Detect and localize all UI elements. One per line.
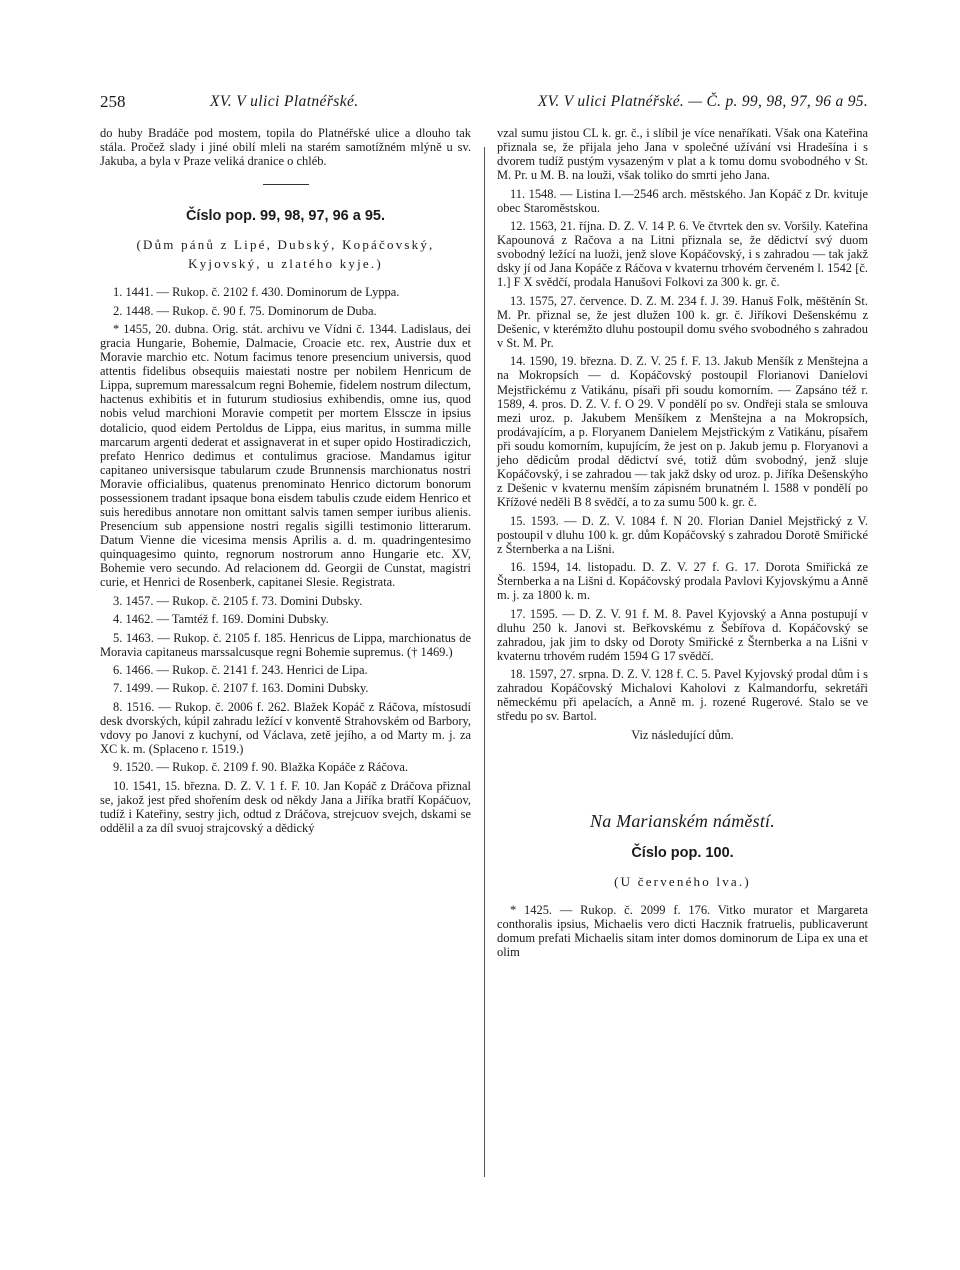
entry-paragraph: 7. 1499. — Rukop. č. 2107 f. 163. Domini Dubsky.: [113, 681, 369, 696]
entry-paragraph: 18. 1597, 27. srpna. D. Z. V. 128 f. C. 5. Pavel Kyjovský prodal dům i s zahradou Kopáčovský Michalovi Kaholovi z Kalmandorfu, sekretáři německému při apelacích, a Anně m. j. rozené Rugerové. Stalo se ve středu po sv. Bartol.: [497, 667, 868, 724]
section-title: Číslo pop. 99, 98, 97, 96 a 95.: [185, 208, 386, 225]
entry-paragraph: 2. 1448. — Rukop. č. 90 f. 75. Dominorum de Duba.: [113, 303, 377, 318]
entry-paragraph: 17. 1595. — D. Z. V. 91 f. M. 8. Pavel Kyjovský a Anna postupují v dluhu 250 k. Janovi st. Beřkovskému z Šebířova d. Kopáčovský se zahradou, jak jim to dsky od Doroty Smiřické z Šternberka a na Lišni v kvaternu trhovém rudém 1594 G 17 svědčí.: [497, 606, 868, 663]
section-subtitle-line: Kyjovský, u zlatého kyje.): [188, 256, 383, 272]
entry-paragraph: 13. 1575, 27. července. D. Z. M. 234 f. J. 39. Hanuš Folk, měštěnín St. M. Pr. přiznal se, že jest dlužen 100 k. gr. č. Jiříkovi Dešenskému z Dešenic, v kterémžto dluhu postoupil domu svého svobodného s zahradou v St. M. Pr.: [497, 293, 868, 350]
header-left-title: XV. V ulici Platnéřské.: [210, 93, 359, 110]
paragraph: vzal sumu jistou CL k. gr. č., i slíbil je více nenaříkati. Však ona Kateřina přiznala se, že přijala jeho Jana v společné užívání vsi Hradešína i s dvorem tudíž pustým vysazeným v plat a k tomu domu svobodného v St. M. Pr. u M. B. na louži, však toliko do smrti jeho Jana.: [497, 126, 868, 183]
page-number: 258: [100, 92, 126, 111]
divider: [263, 184, 309, 185]
entry-paragraph: * 1425. — Rukop. č. 2099 f. 176. Vitko murator et Margareta conthoralis ipsius, Michaelis vero dicti Hacznik fratruelis, publicaverunt domum prefati Michaelis sitam inter domos dominorum de Lipa ex una et olim: [497, 902, 868, 960]
section-subtitle-line: (Dům pánů z Lipé, Dubský, Kopáčovský,: [136, 237, 435, 253]
entry-paragraph: 16. 1594, 14. listopadu. D. Z. V. 27 f. G. 17. Dorota Smiřická ze Šternberka a na Lišni d. Kopáčovský prodala Pavlovi Kyjovskýmu a Anně m. j. za 1800 k. m.: [497, 560, 868, 603]
entry-paragraph: 6. 1466. — Rukop. č. 2141 f. 243. Henrici de Lipa.: [113, 662, 368, 677]
section-title: Číslo pop. 100.: [631, 844, 734, 861]
entry-paragraph: 15. 1593. — D. Z. V. 1084 f. N 20. Florian Daniel Mejstřický z V. postoupil v dluhu 100 k. gr. dům Kopáčovský s zahradou Dorotě Smiřické z Šternberka a na Lišni.: [497, 513, 868, 556]
entry-paragraph: 3. 1457. — Rukop. č. 2105 f. 73. Domini Dubsky.: [113, 593, 363, 608]
header-right-title: XV. V ulici Platnéřské. — Č. p. 99, 98, 97, 96 a 95.: [537, 93, 868, 110]
entry-paragraph: 9. 1520. — Rukop. č. 2109 f. 90. Blažka Kopáče z Ráčova.: [113, 760, 408, 775]
running-header: [100, 92, 868, 116]
column-rule: [484, 147, 485, 1177]
entry-paragraph: 14. 1590, 19. března. D. Z. V. 25 f. F. 13. Jakub Menšík z Menštejna a na Mokropsích — d. Kopáčovský postoupil Florianovi Danielovi Mejstřickému z Vatikánu, písaři při soudu komorním. — Zapsáno též r. 1589, 4. pros. D. Z. V. f. O 29. V pondělí po sv. Ondřeji stala se smlouva mezi uroz. p. Jakubem Menšíkem z Menštejna a na Mokropsích, prodávajícím, a p. Floryanem Danielem Mejstřickým z Vatikánu, písařem při soudu komorním, kupujícím, že jest on p. Jakub jemu p. Floryanovi a jeho dědicům prodal dědictví své, totiž dům svobodný, jenž sluje Kopáčovský, i se zahradou — tak jakž dsky od uroz. p. Jiříka Dešenskýho z Dešenic v kvaternu menším zápisném brunatném l. 1588 v pondělí po Křížové neděli B 8 svědčí, a to za sumu 500 k. gr. č.: [497, 354, 868, 510]
left-column: [100, 126, 471, 839]
entry-paragraph: 8. 1516. — Rukop. č. 2006 f. 262. Blažek Kopáč z Ráčova, místosudí desk dvorských, kúpil zahradu ležící v konventě Strahovském od Barbory, vdovy po Janovi z kuchyní, od Václava, zetě jejího, a od Marty m. j. za XC k. m. (Splaceno r. 1519.): [100, 699, 471, 756]
entry-paragraph: * 1455, 20. dubna. Orig. stát. archivu ve Vídni č. 1344. Ladislaus, dei gracia Hungarie, Bohemie, Dalmacie, Croacie etc. rex, Austrie dux et Moravie marchio etc. Notum facimus tenore presencium universis, quod attentis fidelibus obsequiis maiestati nostre per nobilem Henricum de Lippa, supremum maressalcum regni Bohemie, fidelem nostrum dilectum, hactenus exhibitis et in futurum studiosius exhibendis, omne ius, quod nobis velud marchioni Moravie competit per mortem Elsscze in ipsius dotalicio, quod eidem Pertoldus de Lippa, eius maritus, in summa mille marcarum argenti dederat et assignaverat in et super opido Hostiradiczich, prefato Henrico dedimus et contulimus graciose. Mandamus igitur capitaneo universisque tabularum czude Brunnensis marchionatus nostri Moravie officialibus, quatenus prenominato Henrico dictorum bonorum possessionem tradant ipsaque bona eisdem tabulis czude eidem Henrico et suis heredibus annotare non omittant salvis tamen semper iuribus alienis. Presencium sub appensione nostri regalis sigilli testimonio litterarum. Datum Vienne die vicesima mensis Aprilis a. d. m. quadringentesimo quinquagesimo quinto, regnorum nostrorum anno Hungarie etc. XV, Bohemie vero secundo. Ad relacionem dd. Georgii de Cunstat, magistri curie, et Henrici de Rosenberk, capitanei Slesie. Registrata.: [100, 321, 471, 590]
see-note: Viz následující dům.: [631, 727, 734, 742]
section-subtitle: [100, 235, 471, 273]
entry-paragraph: 10. 1541, 15. března. D. Z. V. 1 f. F. 10. Jan Kopáč z Dráčova přiznal se, jakož jest před shořením desk od někdy Jana a Jiříka bratří Kopáčuov, tudíž i Kateřiny, sestry jich, odtud z Dráčova, strejcuov svejch, dskami se oddělil a za díl svuoj strajcovský a dědický: [100, 778, 471, 835]
right-column: [497, 126, 868, 963]
street-title: Na Marianském náměstí.: [590, 810, 775, 831]
entry-paragraph: 12. 1563, 21. října. D. Z. V. 14 P. 6. Ve čtvrtek den sv. Voršily. Kateřina Kapounová z Račova a na Litni přiznala se, že dědictví svý duom svobodný ležící na luoži, jenž slove Kopáčovský, i s zahradou — tak jakž dsky jí od Jana Kopáče z Ráčova v kvaternu trhovém červeném l. 1542 [č. 1.] F X svědčí, prodala Hanušovi Folkovi za 300 k. gr. č.: [497, 219, 868, 290]
entry-paragraph: 1. 1441. — Rukop. č. 2102 f. 430. Dominorum de Lyppa.: [113, 285, 400, 300]
section-subtitle: (U červeného lva.): [614, 873, 751, 889]
entry-paragraph: 11. 1548. — Listina I.—2546 arch. městského. Jan Kopáč z Dr. kvituje obec Staroměstskou.: [497, 186, 868, 215]
paragraph: do huby Bradáče pod mostem, topila do Platnéřské ulice a dlouho tak stála. Pročež slady i jiné obilí mleli na starém samotížném mlýně u sv. Jakuba, a byla v Praze veliká dranice o chléb.: [100, 126, 471, 169]
entry-paragraph: 5. 1463. — Rukop. č. 2105 f. 185. Henricus de Lippa, marchionatus de Moravia capitaneus marssalcusque regni Bohemie supremus. († 1469.): [100, 630, 471, 659]
entry-paragraph: 4. 1462. — Tamtéž f. 169. Domini Dubsky.: [113, 612, 329, 627]
